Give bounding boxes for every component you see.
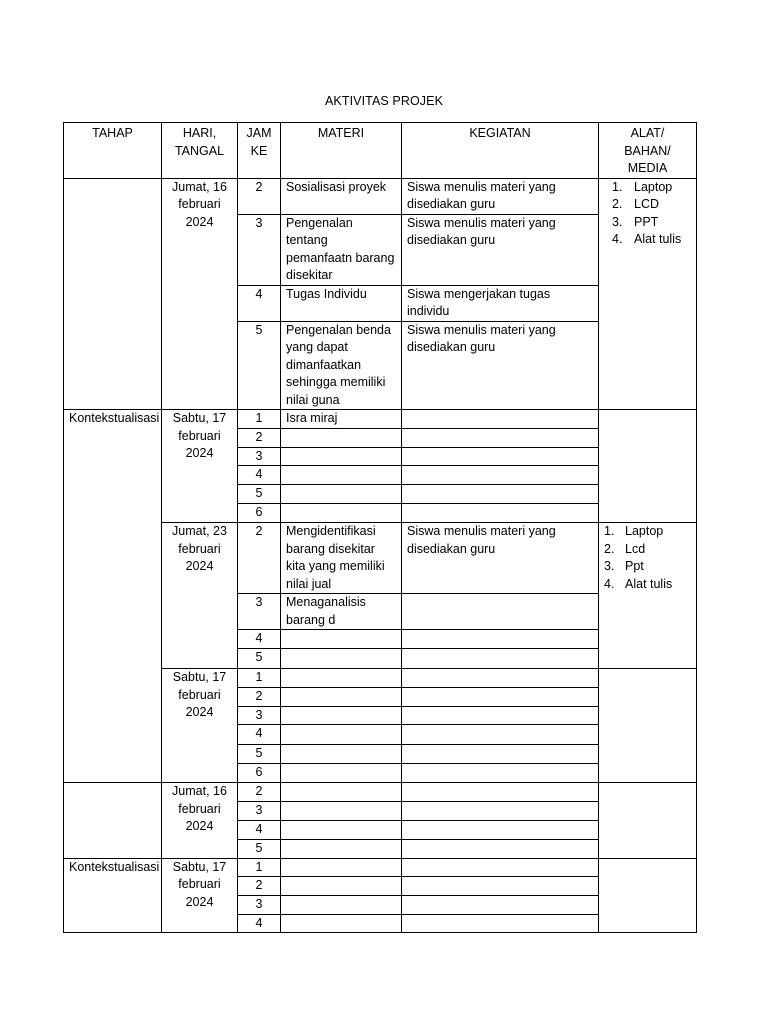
alat-bahan-media-cell [599,858,697,933]
tahap-cell [64,178,162,410]
tools-list-item [604,541,691,559]
materi-cell [281,820,402,839]
materi-cell [281,669,402,688]
hari-tanggal-line: februari [178,687,221,702]
alat-bahan-media-cell [599,783,697,859]
hari-tanggal-line: februari [178,877,221,891]
materi-cell [281,783,402,802]
jam-ke-cell: 6 [238,764,281,783]
kegiatan-cell: Siswa menulis materi yang disediakan guru [402,214,599,285]
header-hari-tanggal [162,123,238,179]
project-activity-table [63,122,697,933]
jam-ke-cell: 2 [238,877,281,896]
kegiatan-cell [402,801,599,820]
page-title: AKTIVITAS PROJEK [324,94,444,108]
table-row [64,410,697,429]
kegiatan-cell [402,839,599,858]
jam-ke-cell: 1 [238,669,281,688]
materi-cell [281,801,402,820]
materi-cell [281,764,402,783]
hari-tanggal-line: Sabtu, 17 [172,859,227,874]
hari-tanggal-cell [162,669,238,783]
materi-cell [281,504,402,523]
tools-list-item [604,558,691,576]
jam-ke-cell: 4 [238,285,281,321]
jam-ke-cell: 4 [238,914,281,933]
header-alat-line: ALAT/ [630,126,665,140]
kegiatan-cell [402,764,599,783]
kegiatan-cell [402,783,599,802]
header-alat-bahan-media [599,123,697,179]
kegiatan-cell [402,725,599,745]
kegiatan-cell [402,877,599,896]
header-media-line: MEDIA [627,161,668,175]
kegiatan-cell [402,649,599,669]
tool-name: Alat tulis [625,576,673,591]
materi-cell: Menaganalisis barang d [281,594,402,630]
tool-name: Lcd [625,541,646,556]
tools-list [604,179,691,249]
materi-cell: Pengenalan tentang pemanfaatn barang disekitar [281,214,402,285]
jam-ke-cell: 3 [238,214,281,285]
hari-tanggal-line: februari [178,428,221,443]
tahap-cell [64,783,162,859]
jam-ke-cell: 1 [238,410,281,429]
list-number: 1. [604,524,615,538]
kegiatan-cell [402,687,599,706]
materi-cell [281,725,402,745]
kegiatan-cell [402,706,599,725]
materi-cell [281,706,402,725]
tools-list-item [612,214,691,232]
header-row [64,123,697,179]
tool-name: PPT [634,214,659,229]
kegiatan-cell [402,669,599,688]
jam-ke-cell: 5 [238,839,281,858]
hari-tanggal-line: februari [178,801,221,816]
table-row [64,858,697,877]
jam-ke-cell: 5 [238,321,281,410]
materi-cell: Mengidentifikasi barang disekitar kita yang memiliki nilai jual [281,523,402,594]
kegiatan-cell [402,914,599,933]
list-number: 2. [604,541,615,556]
kegiatan-cell [402,485,599,504]
jam-ke-cell: 2 [238,687,281,706]
tahap-cell: Kontekstualisasi [64,858,162,933]
hari-tanggal-line: 2024 [185,214,214,229]
kegiatan-cell [402,466,599,485]
kegiatan-cell: Siswa menulis materi yang disediakan guru [402,523,599,594]
jam-ke-cell: 3 [238,447,281,466]
materi-cell [281,839,402,858]
hari-tanggal-line: 2024 [185,446,214,460]
jam-ke-cell: 2 [238,783,281,802]
hari-tanggal-line: Jumat, 16 [172,784,227,798]
kegiatan-cell: Siswa mengerjakan tugas individu [402,285,599,321]
hari-tanggal-cell [162,858,238,933]
hari-tanggal-line: Jumat, 23 [172,524,227,538]
materi-cell [281,485,402,504]
materi-cell: Sosialisasi proyek [281,178,402,214]
hari-tanggal-cell [162,783,238,859]
jam-ke-cell: 2 [238,178,281,214]
kegiatan-cell [402,447,599,466]
hari-tanggal-line: 2024 [185,894,214,909]
kegiatan-cell [402,594,599,630]
materi-cell: Tugas Individu [281,285,402,321]
hari-tanggal-line: Jumat, 16 [172,179,227,194]
alat-bahan-media-cell [599,523,697,669]
materi-cell: Pengenalan benda yang dapat dimanfaatkan sehingga memiliki nilai guna [281,321,402,410]
jam-ke-cell: 3 [238,895,281,914]
materi-cell [281,630,402,649]
hari-tanggal-line: 2024 [185,559,214,573]
jam-ke-cell: 2 [238,429,281,448]
tool-name: Ppt [625,559,644,573]
tahap-cell: Kontekstualisasi [64,410,162,783]
materi-cell [281,466,402,485]
tool-name: Laptop [634,179,673,194]
header-jam-ke [238,123,281,179]
jam-ke-cell: 6 [238,504,281,523]
list-number: 3. [612,214,623,229]
materi-cell [281,895,402,914]
table-row [64,178,697,214]
kegiatan-cell [402,410,599,429]
materi-cell [281,649,402,669]
tool-name: LCD [634,197,660,211]
kegiatan-cell: Siswa menulis materi yang disediakan guru [402,321,599,410]
tools-list-item [612,196,691,214]
kegiatan-cell [402,858,599,877]
materi-cell [281,687,402,706]
tools-list-item [612,231,691,249]
list-number: 4. [604,576,615,591]
tool-name: Alat tulis [634,232,682,246]
list-number: 3. [604,559,615,573]
materi-cell [281,858,402,877]
materi-cell [281,877,402,896]
kegiatan-cell [402,504,599,523]
tools-list-item [612,179,691,197]
hari-tanggal-line: 2024 [185,705,214,719]
jam-ke-cell: 5 [238,649,281,669]
header-kegiatan: KEGIATAN [402,123,599,179]
jam-ke-cell: 5 [238,485,281,504]
kegiatan-cell: Siswa menulis materi yang disediakan guru [402,178,599,214]
jam-ke-cell: 3 [238,594,281,630]
jam-ke-cell: 5 [238,745,281,764]
header-ke-line: KE [250,143,268,158]
header-hari-line: HARI, [182,126,217,140]
kegiatan-cell [402,429,599,448]
hari-tanggal-cell [162,410,238,523]
materi-cell [281,745,402,764]
jam-ke-cell: 4 [238,466,281,485]
jam-ke-cell: 1 [238,858,281,877]
jam-ke-cell: 4 [238,630,281,649]
kegiatan-cell [402,820,599,839]
jam-ke-cell: 2 [238,523,281,594]
alat-bahan-media-cell [599,669,697,783]
alat-bahan-media-cell [599,410,697,523]
jam-ke-cell: 3 [238,801,281,820]
kegiatan-cell [402,745,599,764]
hari-tanggal-line: februari [178,197,221,211]
hari-tanggal-line: Sabtu, 17 [172,411,227,425]
materi-cell [281,447,402,466]
list-number: 2. [612,197,623,211]
kegiatan-cell [402,630,599,649]
header-tanggal-line: TANGAL [174,143,225,158]
materi-cell: Isra miraj [281,410,402,429]
tool-name: Laptop [625,524,664,538]
table-body [64,178,697,933]
hari-tanggal-line: 2024 [185,819,214,833]
header-jam-line: JAM [246,126,272,140]
tools-list-item [604,523,691,541]
materi-cell [281,429,402,448]
jam-ke-cell: 4 [238,820,281,839]
hari-tanggal-line: februari [178,541,221,556]
materi-cell [281,914,402,933]
tools-list [604,523,691,593]
header-bahan-line: BAHAN/ [624,143,671,158]
hari-tanggal-line: Sabtu, 17 [172,670,227,684]
header-tahap: TAHAP [64,123,162,179]
jam-ke-cell: 4 [238,725,281,745]
hari-tanggal-cell [162,178,238,410]
hari-tanggal-cell [162,523,238,669]
kegiatan-cell [402,895,599,914]
alat-bahan-media-cell [599,178,697,410]
jam-ke-cell: 3 [238,706,281,725]
list-number: 4. [612,232,623,246]
header-materi: MATERI [281,123,402,179]
tools-list-item [604,576,691,594]
table-row [64,783,697,802]
list-number: 1. [612,179,623,194]
